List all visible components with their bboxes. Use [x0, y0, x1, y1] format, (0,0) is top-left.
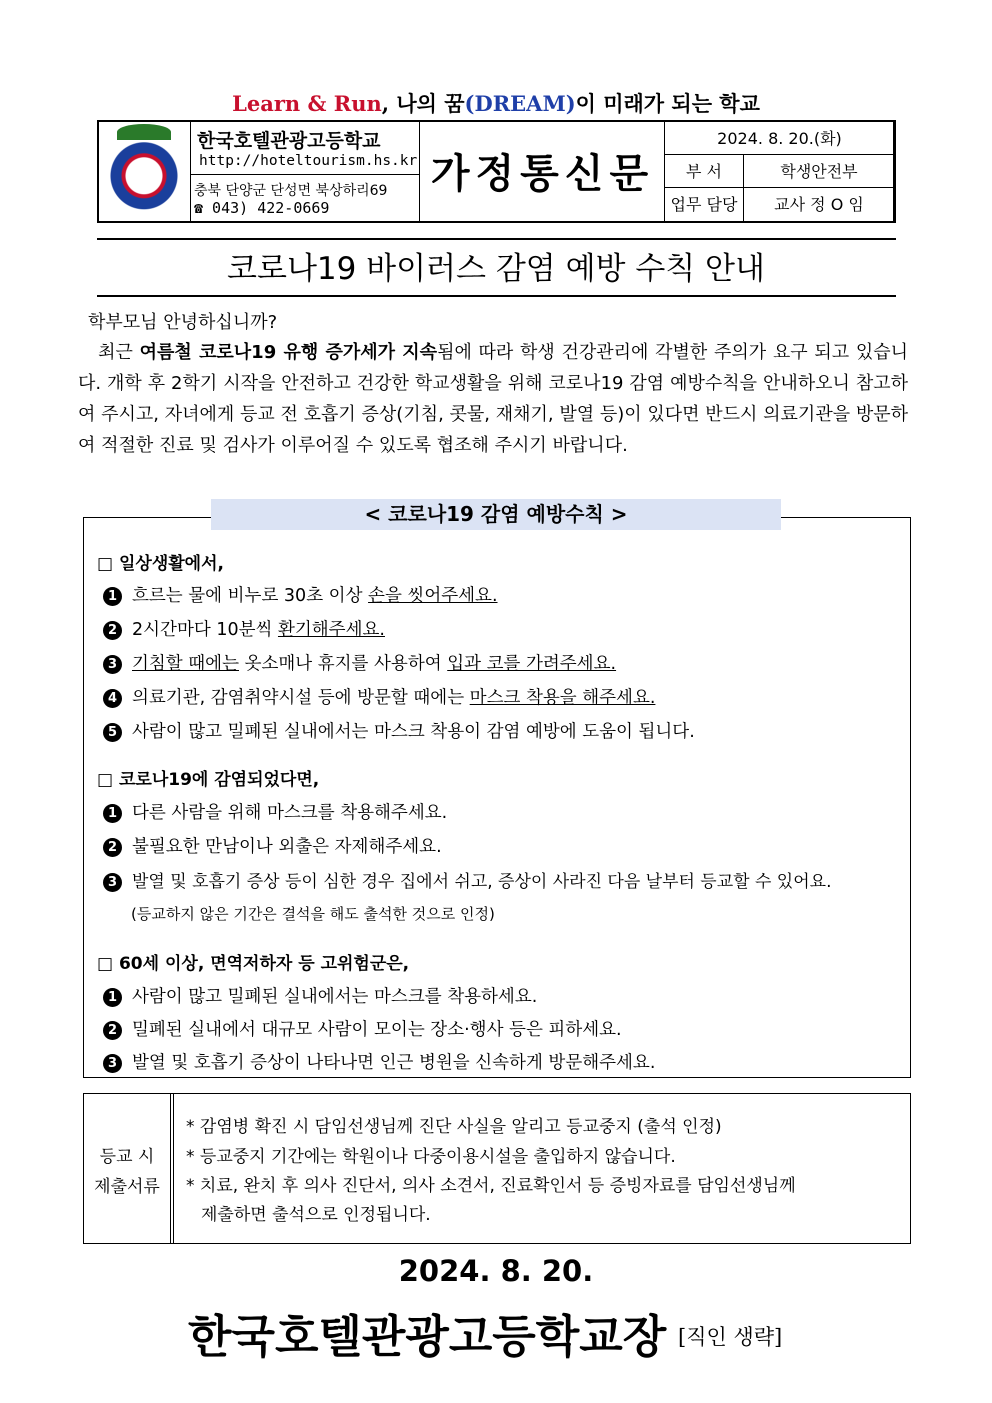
item-text: 사람이 많고 밀폐된 실내에서는 마스크를 착용하세요.: [132, 987, 538, 1007]
rules-title: < 코로나19 감염 예방수칙 >: [211, 499, 781, 530]
slogan-end: 이 미래가 되는 학교: [575, 91, 760, 116]
greeting: 학부모님 안녕하십니까?: [88, 312, 278, 333]
school-logo-leaf: [117, 124, 171, 140]
number-badge-icon: 2: [103, 838, 122, 857]
documents-line: * 등교중지 기간에는 학원이나 다중이용시설을 출입하지 않습니다.: [186, 1147, 676, 1167]
item-text: 2시간마다 10분씩: [132, 620, 278, 640]
title-rule-top: [97, 238, 896, 240]
list-item: [103, 867, 831, 892]
doc-title: 가정통신문: [430, 150, 655, 197]
dept-row: [665, 155, 894, 188]
main-title: 코로나19 바이러스 감염 예방 수칙 안내: [227, 251, 765, 287]
school-phone: ☎ 043) 422-0669: [194, 199, 330, 217]
school-logo-icon: [109, 134, 179, 210]
item-text: 사람이 많고 밀폐된 실내에서는 마스크 착용이 감염 예방에 도움이 됩니다.: [132, 722, 695, 742]
dept-value: 학생안전부: [780, 162, 858, 181]
seal-omitted-note: [직인 생략]: [678, 1325, 783, 1349]
number-badge-icon: 1: [103, 587, 122, 606]
list-item: [103, 616, 385, 641]
section-heading-daily: □ 일상생활에서,: [97, 554, 224, 574]
school-name: 한국호텔관광고등학교: [197, 130, 381, 152]
footer-date: 2024. 8. 20.: [398, 1254, 594, 1288]
item-text: 다른 사람을 위해 마스크를 착용해주세요.: [132, 803, 448, 823]
manager-label: 업무 담당: [665, 188, 744, 221]
intro-text-b: 됨에 따라 학생 건강관리에 각별한 주의가 요구 되고 있습니다. 개학 후 2학기 시작을 안전하고 건강한 학교생활을 위해 코로나19 감염 예방수칙을 안내하오니 참고하여 주시고, 자녀에게 등교 전 호흡기 증상(기침, 콧물, 재채기, 발열 등)이 있다면 반드시 의료기관을 방문하여 적절한 진료 및 검사가 이루어질 수 있도록 협조해 주시기 바랍니다.: [78, 342, 908, 456]
list-item: [103, 1049, 655, 1074]
school-slogan: [0, 88, 992, 118]
item-emphasis: 환기해주세요.: [277, 620, 385, 640]
slogan-dream: (DREAM): [464, 91, 576, 116]
item-emphasis: 기침할 때에는: [132, 654, 239, 674]
manager-value: 교사 정 O 임: [774, 195, 864, 214]
item-text: 불필요한 만남이나 외출은 자제해주세요.: [132, 837, 442, 857]
school-info-cell: [191, 122, 420, 221]
intro-paragraph: [78, 337, 908, 461]
item-text: 밀폐된 실내에서 대규모 사람이 모이는 장소·행사 등은 피하세요.: [132, 1020, 622, 1040]
list-item: [103, 718, 695, 743]
item-emphasis: 입과 코를 가려주세요.: [447, 654, 617, 674]
slogan-middle: , 나의 꿈: [381, 91, 465, 116]
title-rule-bottom: [97, 295, 896, 297]
logo-cell: [99, 122, 191, 221]
slogan-learn-run: Learn & Run: [232, 91, 382, 116]
number-badge-icon: 5: [103, 723, 122, 742]
number-badge-icon: 3: [103, 655, 122, 674]
documents-label-line2: 제출서류: [94, 1177, 160, 1197]
section-heading-high-risk: □ 60세 이상, 면역저하자 등 고위험군은,: [97, 954, 410, 974]
item-text: 흐르는 물에 비누로 30초 이상: [132, 586, 369, 606]
number-badge-icon: 1: [103, 988, 122, 1007]
list-item: [103, 799, 447, 824]
divider: [191, 174, 419, 175]
number-badge-icon: 2: [103, 1021, 122, 1040]
documents-line: * 치료, 완치 후 의사 진단서, 의사 소견서, 진료확인서 등 증빙자료를 담임선생님께: [186, 1176, 796, 1196]
number-badge-icon: 3: [103, 873, 122, 892]
list-item: [103, 1016, 622, 1041]
item-text: 발열 및 호흡기 증상 등이 심한 경우 집에서 쉬고, 증상이 사라진 다음 날부터 등교할 수 있어요.: [132, 872, 832, 892]
list-item: [103, 650, 616, 675]
number-badge-icon: 4: [103, 689, 122, 708]
doc-title-cell: [420, 122, 665, 221]
number-badge-icon: 3: [103, 1054, 122, 1073]
school-url[interactable]: http://hoteltourism.hs.kr: [199, 153, 418, 169]
letter-header-table: [97, 120, 896, 223]
number-badge-icon: 2: [103, 621, 122, 640]
item-emphasis: 손을 씻어주세요.: [368, 586, 498, 606]
item-emphasis: 마스크 착용을 해주세요.: [469, 688, 656, 708]
school-address: 충북 단양군 단성면 북상하리69: [194, 183, 388, 199]
meta-cell: [665, 122, 894, 221]
list-item: [103, 684, 655, 709]
documents-line: 제출하면 출석으로 인정됩니다.: [201, 1205, 431, 1225]
section-heading-infected: □ 코로나19에 감염되었다면,: [97, 770, 320, 790]
item-text: 의료기관, 감염취약시설 등에 방문할 때에는: [132, 688, 470, 708]
documents-line: * 감염병 확진 시 담임선생님께 진단 사실을 알리고 등교중지 (출석 인정): [186, 1117, 722, 1137]
item-text: 발열 및 호흡기 증상이 나타나면 인근 병원을 신속하게 방문해주세요.: [132, 1053, 656, 1073]
number-badge-icon: 1: [103, 804, 122, 823]
intro-text-a: 최근: [98, 342, 140, 363]
letter-date: 2024. 8. 20.(화): [665, 122, 894, 155]
principal-name: 한국호텔관광고등학교장: [188, 1310, 667, 1363]
dept-label: 부 서: [665, 155, 744, 188]
item-text: 옷소매나 휴지를 사용하여: [239, 654, 448, 674]
list-item: [103, 833, 442, 858]
attendance-note: (등교하지 않은 기간은 결석을 해도 출석한 것으로 인정): [131, 905, 495, 923]
documents-label-line1: 등교 시: [99, 1147, 155, 1167]
documents-label-cell: [84, 1094, 174, 1243]
list-item: [103, 582, 498, 607]
manager-row: [665, 188, 894, 221]
intro-bold: 여름철 코로나19 유행 증가세가 지속: [139, 342, 438, 363]
list-item: [103, 983, 537, 1008]
